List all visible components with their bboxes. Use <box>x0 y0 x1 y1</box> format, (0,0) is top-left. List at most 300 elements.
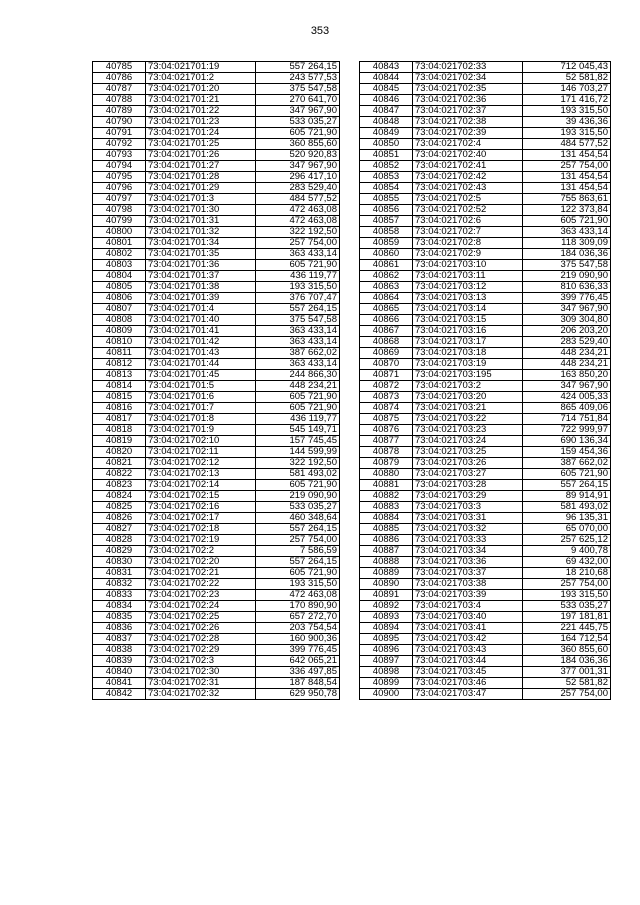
cadastral-value-cell: 722 999,97 <box>523 425 611 436</box>
table-row <box>360 183 611 194</box>
row-number-cell: 40872 <box>360 381 413 392</box>
row-number-cell: 40813 <box>93 370 146 381</box>
cadastral-value-cell: 690 136,34 <box>523 436 611 447</box>
cadastral-value-cell: 203 754,54 <box>256 623 340 634</box>
cadastral-number-cell: 73:04:021703:195 <box>413 370 523 381</box>
cadastral-number-cell: 73:04:021702:35 <box>413 84 523 95</box>
cadastral-value-cell: 363 433,14 <box>523 227 611 238</box>
table-row <box>93 612 340 623</box>
table-row <box>360 546 611 557</box>
cadastral-value-cell: 171 416,72 <box>523 95 611 106</box>
cadastral-value-cell: 375 547,58 <box>256 84 340 95</box>
cadastral-number-cell: 73:04:021701:41 <box>146 326 256 337</box>
row-number-cell: 40845 <box>360 84 413 95</box>
table-row <box>360 612 611 623</box>
row-number-cell: 40809 <box>93 326 146 337</box>
cadastral-value-cell: 159 454,36 <box>523 447 611 458</box>
cadastral-number-cell: 73:04:021703:21 <box>413 403 523 414</box>
cadastral-number-cell: 73:04:021703:41 <box>413 623 523 634</box>
row-number-cell: 40894 <box>360 623 413 634</box>
table-row <box>360 557 611 568</box>
row-number-cell: 40856 <box>360 205 413 216</box>
cadastral-value-cell: 257 754,00 <box>523 689 611 700</box>
cadastral-value-cell: 460 348,64 <box>256 513 340 524</box>
cadastral-value-cell: 157 745,45 <box>256 436 340 447</box>
row-number-cell: 40886 <box>360 535 413 546</box>
cadastral-number-cell: 73:04:021702:42 <box>413 172 523 183</box>
table-row <box>93 557 340 568</box>
cadastral-value-cell: 65 070,00 <box>523 524 611 535</box>
table-row <box>93 392 340 403</box>
cadastral-number-cell: 73:04:021703:16 <box>413 326 523 337</box>
table-row <box>93 502 340 513</box>
row-number-cell: 40887 <box>360 546 413 557</box>
cadastral-number-cell: 73:04:021701:36 <box>146 260 256 271</box>
cadastral-value-cell: 448 234,21 <box>256 381 340 392</box>
row-number-cell: 40850 <box>360 139 413 150</box>
cadastral-value-cell: 581 493,02 <box>256 469 340 480</box>
table-row <box>93 117 340 128</box>
cadastral-number-cell: 73:04:021703:4 <box>413 601 523 612</box>
cadastral-number-cell: 73:04:021702:52 <box>413 205 523 216</box>
cadastral-number-cell: 73:04:021701:22 <box>146 106 256 117</box>
table-row <box>360 447 611 458</box>
cadastral-number-cell: 73:04:021702:25 <box>146 612 256 623</box>
cadastral-value-cell: 376 707,47 <box>256 293 340 304</box>
cadastral-number-cell: 73:04:021701:9 <box>146 425 256 436</box>
cadastral-number-cell: 73:04:021703:23 <box>413 425 523 436</box>
row-number-cell: 40830 <box>93 557 146 568</box>
cadastral-number-cell: 73:04:021703:10 <box>413 260 523 271</box>
row-number-cell: 40818 <box>93 425 146 436</box>
table-row <box>360 689 611 700</box>
row-number-cell: 40858 <box>360 227 413 238</box>
cadastral-value-cell: 347 967,90 <box>523 304 611 315</box>
row-number-cell: 40898 <box>360 667 413 678</box>
row-number-cell: 40881 <box>360 480 413 491</box>
cadastral-number-cell: 73:04:021702:9 <box>413 249 523 260</box>
row-number-cell: 40869 <box>360 348 413 359</box>
left-ledger-body <box>93 62 340 700</box>
cadastral-number-cell: 73:04:021703:47 <box>413 689 523 700</box>
row-number-cell: 40857 <box>360 216 413 227</box>
table-row <box>93 205 340 216</box>
cadastral-number-cell: 73:04:021703:26 <box>413 458 523 469</box>
table-row <box>360 359 611 370</box>
cadastral-value-cell: 472 463,08 <box>256 216 340 227</box>
cadastral-value-cell: 170 890,90 <box>256 601 340 612</box>
cadastral-number-cell: 73:04:021702:39 <box>413 128 523 139</box>
cadastral-number-cell: 73:04:021702:33 <box>413 62 523 73</box>
row-number-cell: 40842 <box>93 689 146 700</box>
table-row <box>360 227 611 238</box>
row-number-cell: 40796 <box>93 183 146 194</box>
table-row <box>93 227 340 238</box>
table-row <box>360 579 611 590</box>
table-row <box>93 634 340 645</box>
row-number-cell: 40799 <box>93 216 146 227</box>
cadastral-value-cell: 52 581,82 <box>523 73 611 84</box>
cadastral-number-cell: 73:04:021702:21 <box>146 568 256 579</box>
cadastral-number-cell: 73:04:021703:38 <box>413 579 523 590</box>
cadastral-value-cell: 448 234,21 <box>523 348 611 359</box>
row-number-cell: 40892 <box>360 601 413 612</box>
cadastral-number-cell: 73:04:021703:20 <box>413 392 523 403</box>
cadastral-number-cell: 73:04:021703:14 <box>413 304 523 315</box>
row-number-cell: 40786 <box>93 73 146 84</box>
row-number-cell: 40797 <box>93 194 146 205</box>
row-number-cell: 40792 <box>93 139 146 150</box>
cadastral-number-cell: 73:04:021701:6 <box>146 392 256 403</box>
row-number-cell: 40871 <box>360 370 413 381</box>
cadastral-value-cell: 18 210,68 <box>523 568 611 579</box>
row-number-cell: 40785 <box>93 62 146 73</box>
cadastral-value-cell: 557 264,15 <box>256 62 340 73</box>
table-row <box>360 315 611 326</box>
row-number-cell: 40862 <box>360 271 413 282</box>
cadastral-number-cell: 73:04:021702:40 <box>413 150 523 161</box>
row-number-cell: 40817 <box>93 414 146 425</box>
cadastral-number-cell: 73:04:021702:24 <box>146 601 256 612</box>
table-row <box>93 623 340 634</box>
cadastral-value-cell: 89 914,91 <box>523 491 611 502</box>
row-number-cell: 40824 <box>93 491 146 502</box>
cadastral-value-cell: 436 119,77 <box>256 271 340 282</box>
row-number-cell: 40841 <box>93 678 146 689</box>
row-number-cell: 40825 <box>93 502 146 513</box>
cadastral-value-cell: 257 754,00 <box>256 238 340 249</box>
table-row <box>93 139 340 150</box>
cadastral-value-cell: 712 045,43 <box>523 62 611 73</box>
cadastral-value-cell: 605 721,90 <box>256 128 340 139</box>
table-row <box>360 381 611 392</box>
table-row <box>360 458 611 469</box>
row-number-cell: 40899 <box>360 678 413 689</box>
cadastral-number-cell: 73:04:021702:13 <box>146 469 256 480</box>
cadastral-value-cell: 193 315,50 <box>523 128 611 139</box>
cadastral-number-cell: 73:04:021702:2 <box>146 546 256 557</box>
cadastral-value-cell: 164 712,54 <box>523 634 611 645</box>
cadastral-number-cell: 73:04:021702:28 <box>146 634 256 645</box>
cadastral-value-cell: 545 149,71 <box>256 425 340 436</box>
cadastral-value-cell: 557 264,15 <box>523 480 611 491</box>
cadastral-value-cell: 347 967,90 <box>256 106 340 117</box>
table-row <box>93 579 340 590</box>
row-number-cell: 40854 <box>360 183 413 194</box>
table-row <box>93 326 340 337</box>
row-number-cell: 40800 <box>93 227 146 238</box>
table-row <box>360 150 611 161</box>
cadastral-value-cell: 657 272,70 <box>256 612 340 623</box>
row-number-cell: 40859 <box>360 238 413 249</box>
table-row <box>93 381 340 392</box>
cadastral-value-cell: 257 625,12 <box>523 535 611 546</box>
cadastral-value-cell: 484 577,52 <box>256 194 340 205</box>
table-row <box>360 172 611 183</box>
cadastral-number-cell: 73:04:021701:24 <box>146 128 256 139</box>
table-row <box>93 194 340 205</box>
cadastral-number-cell: 73:04:021702:17 <box>146 513 256 524</box>
row-number-cell: 40788 <box>93 95 146 106</box>
row-number-cell: 40852 <box>360 161 413 172</box>
cadastral-number-cell: 73:04:021701:21 <box>146 95 256 106</box>
cadastral-value-cell: 118 309,09 <box>523 238 611 249</box>
table-row <box>360 502 611 513</box>
table-row <box>360 656 611 667</box>
cadastral-value-cell: 755 863,61 <box>523 194 611 205</box>
cadastral-value-cell: 363 433,14 <box>256 249 340 260</box>
row-number-cell: 40876 <box>360 425 413 436</box>
cadastral-number-cell: 73:04:021703:17 <box>413 337 523 348</box>
table-row <box>93 469 340 480</box>
cadastral-number-cell: 73:04:021701:27 <box>146 161 256 172</box>
cadastral-value-cell: 96 135,31 <box>523 513 611 524</box>
row-number-cell: 40888 <box>360 557 413 568</box>
cadastral-number-cell: 73:04:021701:28 <box>146 172 256 183</box>
table-row <box>93 568 340 579</box>
row-number-cell: 40885 <box>360 524 413 535</box>
row-number-cell: 40806 <box>93 293 146 304</box>
table-row <box>360 370 611 381</box>
row-number-cell: 40882 <box>360 491 413 502</box>
cadastral-value-cell: 399 776,45 <box>256 645 340 656</box>
cadastral-value-cell: 243 577,53 <box>256 73 340 84</box>
row-number-cell: 40877 <box>360 436 413 447</box>
cadastral-value-cell: 605 721,90 <box>256 392 340 403</box>
row-number-cell: 40879 <box>360 458 413 469</box>
row-number-cell: 40848 <box>360 117 413 128</box>
table-row <box>360 414 611 425</box>
row-number-cell: 40853 <box>360 172 413 183</box>
table-row <box>93 293 340 304</box>
cadastral-value-cell: 448 234,21 <box>523 359 611 370</box>
cadastral-value-cell: 424 005,33 <box>523 392 611 403</box>
row-number-cell: 40873 <box>360 392 413 403</box>
cadastral-number-cell: 73:04:021703:12 <box>413 282 523 293</box>
row-number-cell: 40893 <box>360 612 413 623</box>
table-row <box>93 414 340 425</box>
row-number-cell: 40823 <box>93 480 146 491</box>
row-number-cell: 40827 <box>93 524 146 535</box>
cadastral-number-cell: 73:04:021702:32 <box>146 689 256 700</box>
table-row <box>93 150 340 161</box>
cadastral-number-cell: 73:04:021703:27 <box>413 469 523 480</box>
table-row <box>93 84 340 95</box>
cadastral-number-cell: 73:04:021702:23 <box>146 590 256 601</box>
cadastral-value-cell: 7 586,59 <box>256 546 340 557</box>
row-number-cell: 40895 <box>360 634 413 645</box>
cadastral-value-cell: 865 409,06 <box>523 403 611 414</box>
cadastral-value-cell: 197 181,81 <box>523 612 611 623</box>
table-row <box>360 337 611 348</box>
cadastral-number-cell: 73:04:021701:4 <box>146 304 256 315</box>
cadastral-value-cell: 193 315,50 <box>256 579 340 590</box>
row-number-cell: 40868 <box>360 337 413 348</box>
table-row <box>360 73 611 84</box>
cadastral-value-cell: 581 493,02 <box>523 502 611 513</box>
row-number-cell: 40884 <box>360 513 413 524</box>
cadastral-number-cell: 73:04:021701:32 <box>146 227 256 238</box>
cadastral-number-cell: 73:04:021701:40 <box>146 315 256 326</box>
row-number-cell: 40861 <box>360 260 413 271</box>
table-row <box>93 491 340 502</box>
cadastral-value-cell: 257 754,00 <box>523 579 611 590</box>
row-number-cell: 40878 <box>360 447 413 458</box>
cadastral-value-cell: 219 090,90 <box>256 491 340 502</box>
table-row <box>93 403 340 414</box>
row-number-cell: 40833 <box>93 590 146 601</box>
cadastral-number-cell: 73:04:021703:28 <box>413 480 523 491</box>
cadastral-number-cell: 73:04:021702:43 <box>413 183 523 194</box>
cadastral-number-cell: 73:04:021703:36 <box>413 557 523 568</box>
row-number-cell: 40790 <box>93 117 146 128</box>
table-row <box>360 425 611 436</box>
table-row <box>360 326 611 337</box>
row-number-cell: 40805 <box>93 282 146 293</box>
cadastral-value-cell: 39 436,36 <box>523 117 611 128</box>
cadastral-number-cell: 73:04:021703:24 <box>413 436 523 447</box>
table-row <box>93 524 340 535</box>
cadastral-value-cell: 375 547,58 <box>256 315 340 326</box>
row-number-cell: 40802 <box>93 249 146 260</box>
row-number-cell: 40844 <box>360 73 413 84</box>
cadastral-value-cell: 52 581,82 <box>523 678 611 689</box>
table-row <box>360 667 611 678</box>
row-number-cell: 40828 <box>93 535 146 546</box>
cadastral-value-cell: 193 315,50 <box>523 590 611 601</box>
cadastral-value-cell: 221 445,75 <box>523 623 611 634</box>
page-number: 353 <box>310 25 330 37</box>
table-row <box>93 436 340 447</box>
cadastral-number-cell: 73:04:021701:35 <box>146 249 256 260</box>
row-number-cell: 40831 <box>93 568 146 579</box>
table-row <box>360 535 611 546</box>
table-row <box>360 271 611 282</box>
table-row <box>93 359 340 370</box>
row-number-cell: 40889 <box>360 568 413 579</box>
row-number-cell: 40791 <box>93 128 146 139</box>
table-row <box>360 128 611 139</box>
cadastral-number-cell: 73:04:021703:29 <box>413 491 523 502</box>
cadastral-value-cell: 520 920,83 <box>256 150 340 161</box>
row-number-cell: 40836 <box>93 623 146 634</box>
cadastral-number-cell: 73:04:021703:43 <box>413 645 523 656</box>
cadastral-number-cell: 73:04:021702:16 <box>146 502 256 513</box>
cadastral-number-cell: 73:04:021702:19 <box>146 535 256 546</box>
table-row <box>93 304 340 315</box>
cadastral-number-cell: 73:04:021701:3 <box>146 194 256 205</box>
row-number-cell: 40897 <box>360 656 413 667</box>
table-row <box>93 183 340 194</box>
cadastral-number-cell: 73:04:021701:20 <box>146 84 256 95</box>
row-number-cell: 40838 <box>93 645 146 656</box>
table-row <box>360 480 611 491</box>
row-number-cell: 40883 <box>360 502 413 513</box>
table-row <box>360 293 611 304</box>
row-number-cell: 40822 <box>93 469 146 480</box>
row-number-cell: 40834 <box>93 601 146 612</box>
table-row <box>93 513 340 524</box>
table-row <box>93 73 340 84</box>
table-row <box>360 260 611 271</box>
cadastral-value-cell: 336 497,85 <box>256 667 340 678</box>
table-row <box>360 249 611 260</box>
cadastral-number-cell: 73:04:021703:45 <box>413 667 523 678</box>
cadastral-value-cell: 160 900,36 <box>256 634 340 645</box>
row-number-cell: 40866 <box>360 315 413 326</box>
cadastral-number-cell: 73:04:021703:31 <box>413 513 523 524</box>
table-row <box>93 348 340 359</box>
row-number-cell: 40846 <box>360 95 413 106</box>
cadastral-value-cell: 810 636,33 <box>523 282 611 293</box>
cadastral-value-cell: 9 400,78 <box>523 546 611 557</box>
row-number-cell: 40864 <box>360 293 413 304</box>
table-row <box>93 546 340 557</box>
cadastral-value-cell: 387 662,02 <box>256 348 340 359</box>
cadastral-number-cell: 73:04:021702:30 <box>146 667 256 678</box>
cadastral-value-cell: 131 454,54 <box>523 172 611 183</box>
row-number-cell: 40816 <box>93 403 146 414</box>
cadastral-value-cell: 144 599,99 <box>256 447 340 458</box>
cadastral-number-cell: 73:04:021703:32 <box>413 524 523 535</box>
cadastral-number-cell: 73:04:021701:29 <box>146 183 256 194</box>
table-row <box>93 238 340 249</box>
cadastral-value-cell: 642 065,21 <box>256 656 340 667</box>
table-row <box>360 95 611 106</box>
table-row <box>360 139 611 150</box>
table-row <box>360 568 611 579</box>
row-number-cell: 40900 <box>360 689 413 700</box>
row-number-cell: 40814 <box>93 381 146 392</box>
row-number-cell: 40803 <box>93 260 146 271</box>
cadastral-number-cell: 73:04:021701:45 <box>146 370 256 381</box>
cadastral-value-cell: 472 463,08 <box>256 590 340 601</box>
cadastral-value-cell: 399 776,45 <box>523 293 611 304</box>
table-row <box>360 106 611 117</box>
cadastral-value-cell: 122 373,84 <box>523 205 611 216</box>
row-number-cell: 40867 <box>360 326 413 337</box>
row-number-cell: 40863 <box>360 282 413 293</box>
cadastral-number-cell: 73:04:021703:18 <box>413 348 523 359</box>
cadastral-number-cell: 73:04:021702:34 <box>413 73 523 84</box>
row-number-cell: 40865 <box>360 304 413 315</box>
row-number-cell: 40808 <box>93 315 146 326</box>
table-row <box>93 161 340 172</box>
cadastral-value-cell: 193 315,50 <box>523 106 611 117</box>
cadastral-value-cell: 193 315,50 <box>256 282 340 293</box>
table-row <box>93 656 340 667</box>
cadastral-value-cell: 605 721,90 <box>256 260 340 271</box>
cadastral-number-cell: 73:04:021703:46 <box>413 678 523 689</box>
table-row <box>360 304 611 315</box>
table-row <box>93 216 340 227</box>
cadastral-value-cell: 533 035,27 <box>256 502 340 513</box>
row-number-cell: 40896 <box>360 645 413 656</box>
table-row <box>360 117 611 128</box>
cadastral-value-cell: 296 417,10 <box>256 172 340 183</box>
cadastral-value-cell: 605 721,90 <box>256 480 340 491</box>
cadastral-value-cell: 244 866,30 <box>256 370 340 381</box>
cadastral-number-cell: 73:04:021702:11 <box>146 447 256 458</box>
cadastral-value-cell: 322 192,50 <box>256 458 340 469</box>
cadastral-number-cell: 73:04:021702:37 <box>413 106 523 117</box>
table-row <box>360 238 611 249</box>
table-row <box>360 216 611 227</box>
table-row <box>360 392 611 403</box>
cadastral-value-cell: 557 264,15 <box>256 304 340 315</box>
row-number-cell: 40798 <box>93 205 146 216</box>
cadastral-value-cell: 605 721,90 <box>256 403 340 414</box>
